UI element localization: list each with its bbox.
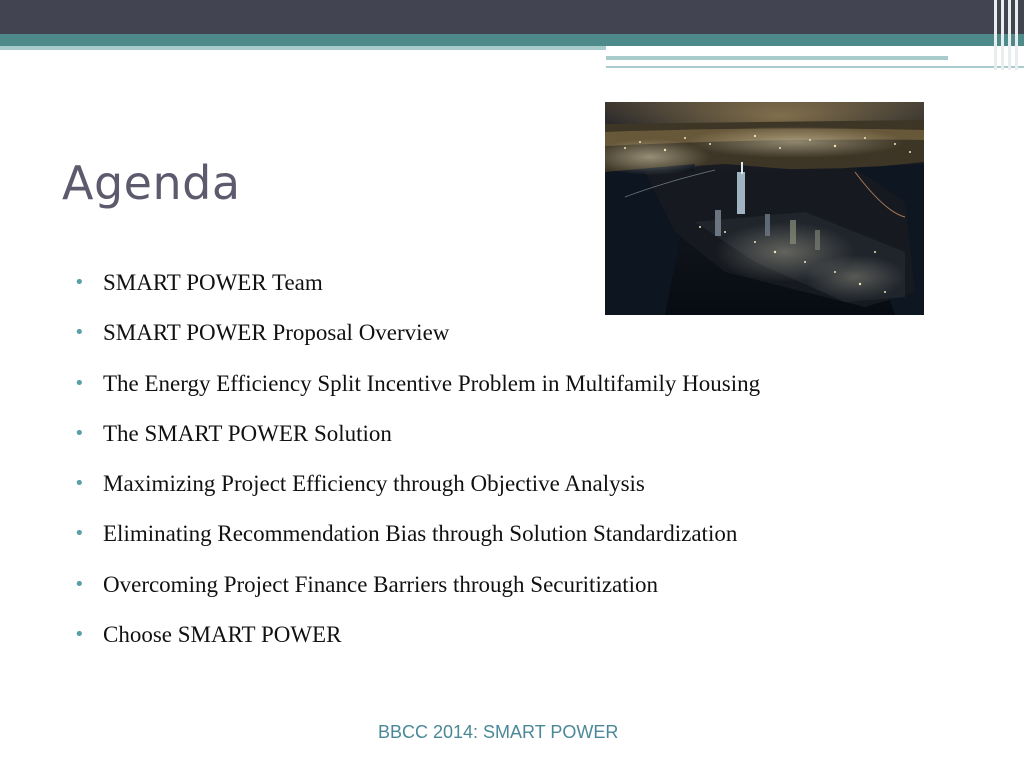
bullet-icon: • [74, 272, 85, 293]
agenda-item: • The SMART POWER Solution [74, 417, 760, 467]
bullet-icon: • [74, 322, 85, 344]
bullet-icon: • [74, 624, 85, 646]
agenda-item: • Maximizing Project Efficiency through Objective Analysis [74, 467, 760, 517]
bullet-icon: • [74, 372, 85, 394]
header-bar [0, 0, 1024, 34]
bullet-icon: • [74, 422, 85, 444]
agenda-item: • Eliminating Recommendation Bias through Solution Standardization [74, 517, 760, 567]
header-rule-bottom [606, 66, 1024, 68]
agenda-list [74, 266, 760, 668]
agenda-item: • The Energy Efficiency Split Incentive Problem in Multifamily Housing [74, 367, 760, 417]
agenda-item: • SMART POWER Proposal Overview [74, 316, 760, 366]
slide-title: Agenda [62, 156, 241, 210]
bullet-icon: • [74, 573, 85, 595]
header-accent-line [0, 46, 606, 50]
agenda-item: • SMART POWER Team [74, 266, 760, 316]
agenda-item: • Overcoming Project Finance Barriers through Securitization [74, 568, 760, 618]
header-stripes [992, 0, 1024, 70]
bullet-icon: • [74, 523, 85, 545]
agenda-item: • Choose SMART POWER [74, 618, 760, 668]
header-rule-top [606, 56, 948, 60]
bullet-icon: • [74, 473, 85, 495]
header-accent-bar [0, 34, 1024, 46]
slide-footer: BBCC 2014: SMART POWER [378, 722, 619, 742]
